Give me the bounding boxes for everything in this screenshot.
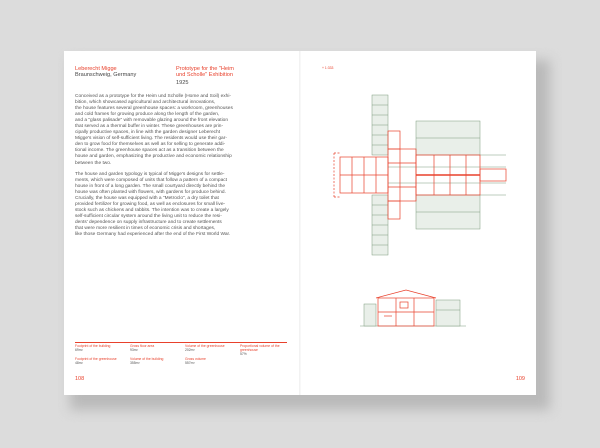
stat-value: 557m³ [185, 360, 195, 365]
stat-label: Footprint of the building [75, 344, 111, 348]
stat-label: Footprint of the greenhouse [75, 357, 117, 361]
stat-footprint-greenhouse [75, 358, 127, 366]
right-page [300, 51, 536, 395]
stat-label: Gross floor area [130, 344, 155, 348]
stat-proportional-volume [240, 345, 288, 357]
prototype-title-line2: und Scholle" Exhibition [176, 72, 234, 79]
stat-label: Gross volume [185, 357, 206, 361]
stat-gross-floor-area [130, 345, 180, 353]
stat-label: Proportional volume of the greenhouse [240, 344, 280, 352]
prototype-title-line1: Prototype for the "Heim [176, 66, 234, 72]
author-block [75, 66, 136, 79]
stat-value: 57% [240, 351, 247, 356]
author-location: Braunschweig, Germany [75, 72, 137, 79]
page-number-left: 108 [75, 376, 85, 382]
stats-table [75, 342, 287, 365]
stat-gross-volume [185, 358, 235, 366]
prototype-block [176, 66, 276, 86]
stat-label: Volume of the greenhouse [185, 344, 225, 348]
stat-label: Volume of the building [130, 357, 164, 361]
left-page [64, 51, 300, 395]
stat-value: 48m² [75, 360, 83, 365]
paragraph-2: The house and garden typology is typical of Migge's designs for settle- ments, which were composed of units that follow a pattern of a compact house in front of a long garden. The small courtyard directly behind the house was often planted with flowers, with gardens for produce behind. Crucially, the house was equipped with a "Metroclo", a dry toilet that provided fertilizer for growing food, as well as enclosures for small live- stock such as chickens and rabbits. The intention was to create a largely self-sufficient circular system around the living unit to reduce the resi- dents' dependence on supply infrastructure and to create settlements that were more resilient in times of economic crisis and shortages, like those Germany had experienced after the end of the First World War. [75, 171, 231, 238]
prototype-year: 1925 [176, 79, 189, 86]
scale-note: + 1:333 [322, 66, 334, 70]
book-spread [64, 51, 536, 395]
stat-volume-greenhouse [185, 345, 235, 353]
page-number-right: 109 [515, 376, 525, 382]
stat-value: 69m² [75, 347, 83, 352]
stat-value: 93m² [130, 347, 138, 352]
floor-plan-drawing [330, 91, 510, 261]
section-drawing [358, 286, 468, 334]
author-name: Leberecht Migge [75, 66, 117, 72]
paragraph-1: Conceived as a prototype for the Heim und Scholle (Home and Soil) exhi- bition, which showcased agricultural and architectural innovations, the house features several greenhouse spaces: a workroom, greenhouses and cold frames for growing produce along the length of the garden, and a "glass palisade" with removable glazing around the front elevation that served as a thermal buffer in winter. These greenhouses are prin- cipally productive spaces, in line with the garden designer Leberecht Migge's vision of self-sufficient living. The residents would use their gar- den to grow food for themselves as well as for selling to generate addi- tional income. The greenhouse spaces act as a transition between the house and garden, emphasizing the productive and economic relationship between the two. [75, 94, 233, 166]
stat-volume-building [130, 358, 180, 366]
stat-value: 202m³ [185, 347, 195, 352]
stat-value: 355m³ [130, 360, 140, 365]
body-text [75, 94, 287, 243]
stat-footprint-building [75, 345, 125, 353]
